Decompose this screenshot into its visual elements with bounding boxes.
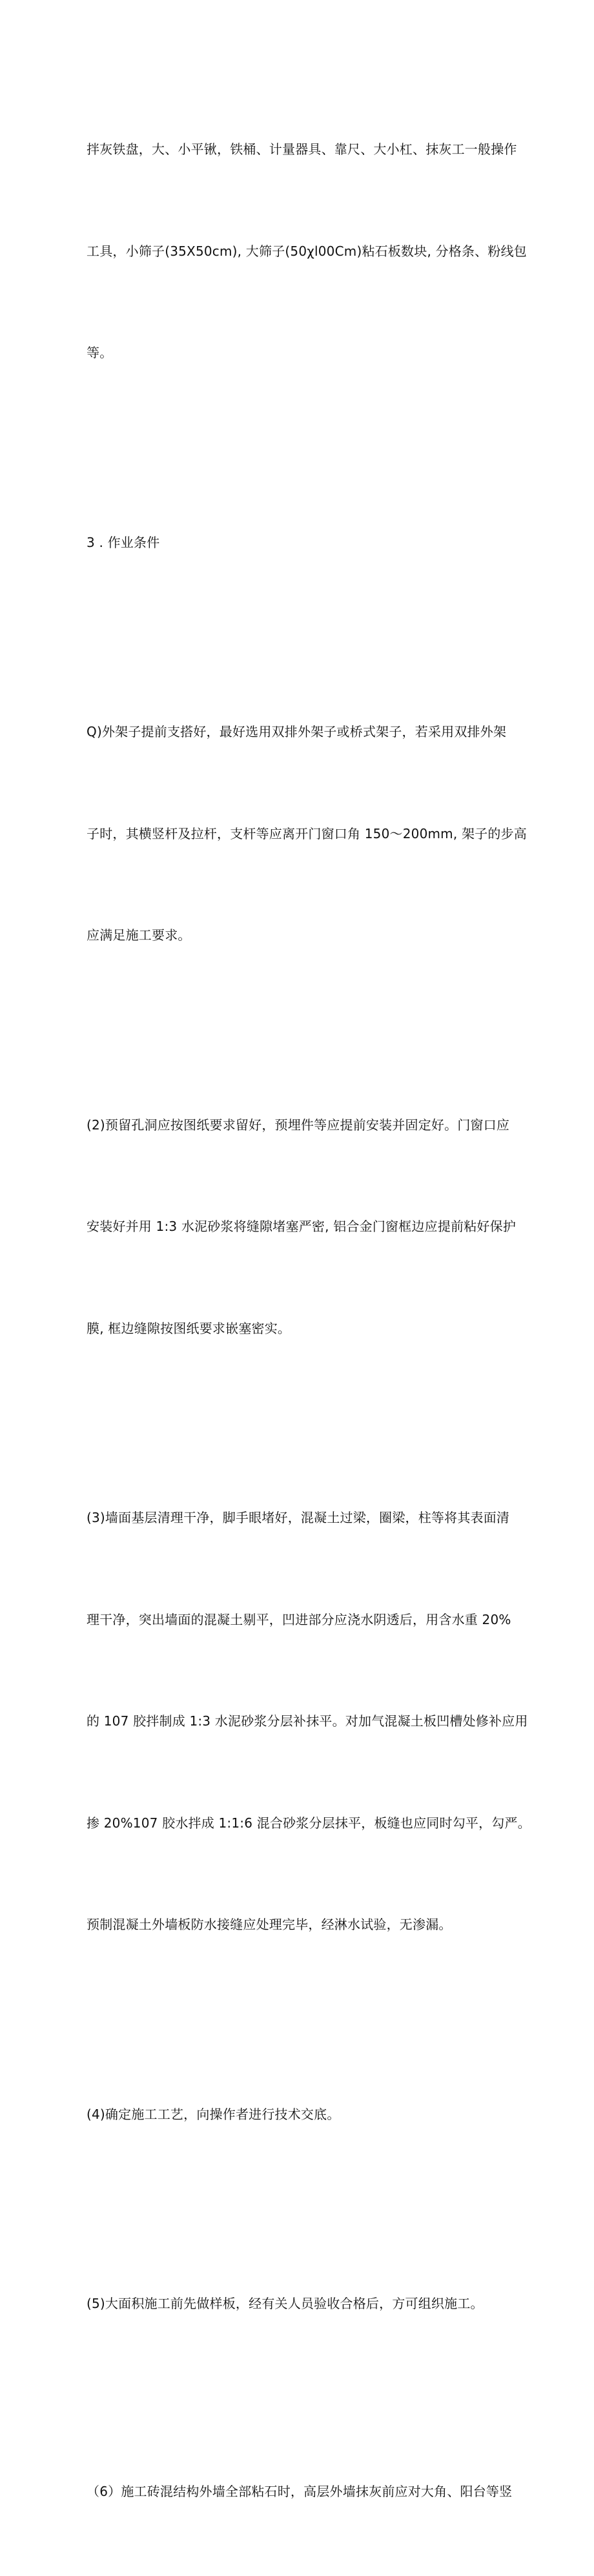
paragraph-tools — [87, 65, 513, 438]
paragraph-item-1 — [87, 647, 513, 1020]
text-line: (4)确定施工工艺，向操作者进行技术交底。 — [87, 2097, 513, 2132]
text-line: 掺 20%107 胶水拌成 1:1:6 混合砂浆分层抹平，板缝也应同时勾平，勾严。 — [87, 1806, 513, 1840]
text-line: 预制混凝土外墙板防水接缝应处理完毕，经淋水试验，无渗漏。 — [87, 1908, 513, 1942]
text-line: (3)墙面基层清理干净，脚手眼堵好，混凝土过梁，圈梁，柱等将其表面清 — [87, 1501, 513, 1535]
text-line: 的 107 胶拌制成 1:3 水泥砂浆分层补抹平。对加气混凝土板凹槽处修补应用 — [87, 1704, 513, 1738]
paragraph-item-3 — [87, 1433, 513, 2010]
text-line: 子时，其横竖杆及拉杆，支杆等应离开门窗口角 150～200mm, 架子的步高 — [87, 817, 513, 851]
paragraph-item-2 — [87, 1040, 513, 1414]
section-heading: 3 . 作业条件 — [87, 526, 513, 560]
section-heading-conditions — [87, 458, 513, 628]
paragraph-item-5 — [87, 2219, 513, 2389]
paragraph-gap — [87, 1020, 513, 1040]
text-line: Q)外架子提前支搭好，最好选用双排外架子或桥式架子，若采用双排外架 — [87, 715, 513, 749]
text-line: 等。 — [87, 336, 513, 370]
text-line: 拌灰铁盘，大、小平锹，铁桶、计量器具、靠尺、大小杠、抹灰工一般操作 — [87, 132, 513, 167]
text-line: 安装好并用 1:3 水泥砂浆将缝隙堵塞严密, 铝合金门窗框边应提前粘好保护 — [87, 1210, 513, 1244]
paragraph-gap — [87, 2010, 513, 2030]
text-line: 工具，小筛子(35X50cm), 大筛子(50χl00Cm)粘石板数块, 分格条、粉线包 — [87, 234, 513, 269]
text-line: 应满足施工要求。 — [87, 918, 513, 953]
text-line: （6）施工砖混结构外墙全部粘石时，高层外墙抹灰前应对大角、阳台等竖 — [87, 2475, 513, 2509]
paragraph-item-6 — [87, 2407, 513, 2576]
document-page — [87, 65, 513, 2576]
text-line: (5)大面积施工前先做样板，经有关人员验收合格后，方可组织施工。 — [87, 2287, 513, 2321]
paragraph-gap — [87, 2199, 513, 2219]
paragraph-gap — [87, 627, 513, 647]
paragraph-gap — [87, 2389, 513, 2407]
paragraph-gap — [87, 1413, 513, 1433]
paragraph-gap — [87, 438, 513, 458]
text-line: (2)预留孔洞应按图纸要求留好，预埋件等应提前安装并固定好。门窗口应 — [87, 1108, 513, 1142]
paragraph-item-4 — [87, 2030, 513, 2200]
text-line: 膜, 框边缝隙按图纸要求嵌塞密实。 — [87, 1312, 513, 1346]
text-line: 理干净，突出墙面的混凝土剔平，凹进部分应浇水阴透后，用含水重 20% — [87, 1603, 513, 1637]
